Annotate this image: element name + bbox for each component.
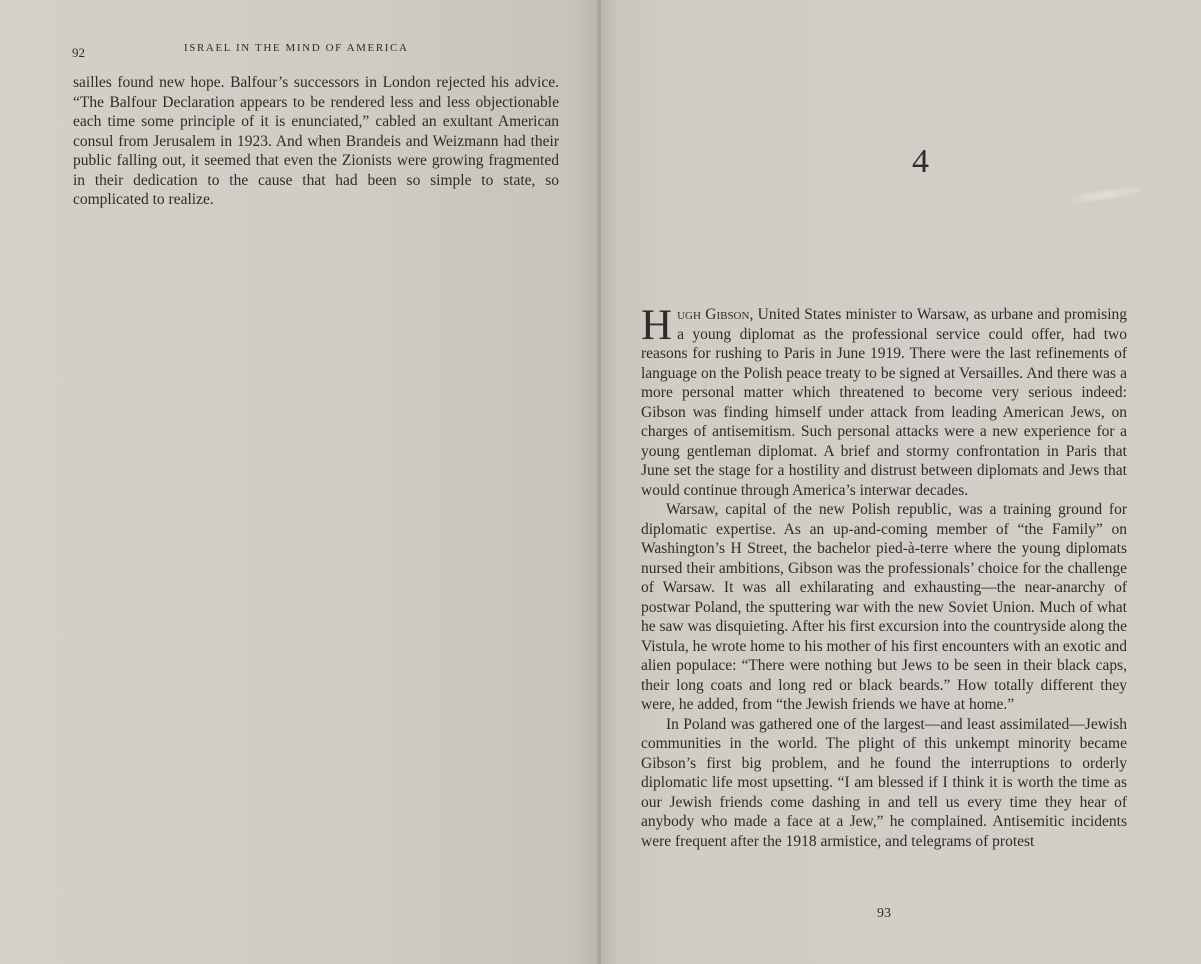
left-paragraph: sailles found new hope. Balfour’s successors in London rejected his advice. “The Balfour Declaration appears to be rendered less and less objectionable each time some principle of it is enunciated,” cabled an exultant American consul from Jerusalem in 1923. And when Brandeis and Weizmann had their public falling out, it seemed that even the Zionists were growing fragmented in their dedication to the cause that had been so simple to state, so complicated to realize. xyxy=(73,74,559,208)
right-paragraph: In Poland was gathered one of the largest—and least assimilated—Jewish communities in the world. The plight of this unkempt minority became Gibson’s first big problem, and he found the interruptions to orderly diplomatic life most upsetting. “I am blessed if I think it is worth the time as our Jewish friends come dashing in and tell us every time they hear of anybody who made a face at a Jew,” he complained. Antisemitic incidents were frequent after the 1918 armistice, and telegrams of protest xyxy=(641,715,1127,850)
drop-cap: H xyxy=(641,302,673,349)
left-page-number: 92 xyxy=(72,45,85,60)
opening-small-caps: ugh Gibson, xyxy=(677,306,754,323)
right-page-number: 93 xyxy=(877,906,891,921)
left-page-text xyxy=(73,73,559,210)
right-paragraph: Warsaw, capital of the new Polish republic, was a training ground for diplomatic expertise. As an up-and-coming member of “the Family” on Washington’s H Street, the bachelor pied-à-terre where the young diplomats nursed their ambitions, Gibson was the professionals’ choice for the challenge of Warsaw. It was all exhilarating and exhausting—the near-anarchy of postwar Poland, the sputtering war with the new Soviet Union. Much of what he saw was disquieting. After his first excursion into the countryside along the Vistula, he wrote home to his mother of his first encounters with an exotic and alien populace: “There were nothing but Jews to be seen in their black caps, their long coats and long red or black beards.” How totally different they were, he added, from “the Jewish friends we have at home.” xyxy=(641,501,1128,713)
running-head-title: ISRAEL IN THE MIND OF AMERICA xyxy=(184,42,409,54)
chapter-number: 4 xyxy=(912,143,929,180)
left-page xyxy=(0,0,600,964)
opening-text: United States minister to Warsaw, as urbane and promising a young diplomat as the professional service could offer, had two reasons for rushing to Paris in June 1919. There were the last refinements of language on the Polish peace treaty to be signed at Versailles. And there was a more personal matter which threatened to become very serious indeed: Gibson was finding himself under attack from leading American Jews, on charges of antisemitism. Such personal attacks were a new experience for a young gentleman diplomat. A brief and stormy confrontation in Paris that June set the stage for a hostility and distrust between diplomats and Jews that would continue through America’s interwar decades. xyxy=(641,306,1128,499)
book-gutter xyxy=(597,0,603,964)
right-page-text xyxy=(641,302,1128,851)
opening-paragraph xyxy=(641,302,1128,500)
